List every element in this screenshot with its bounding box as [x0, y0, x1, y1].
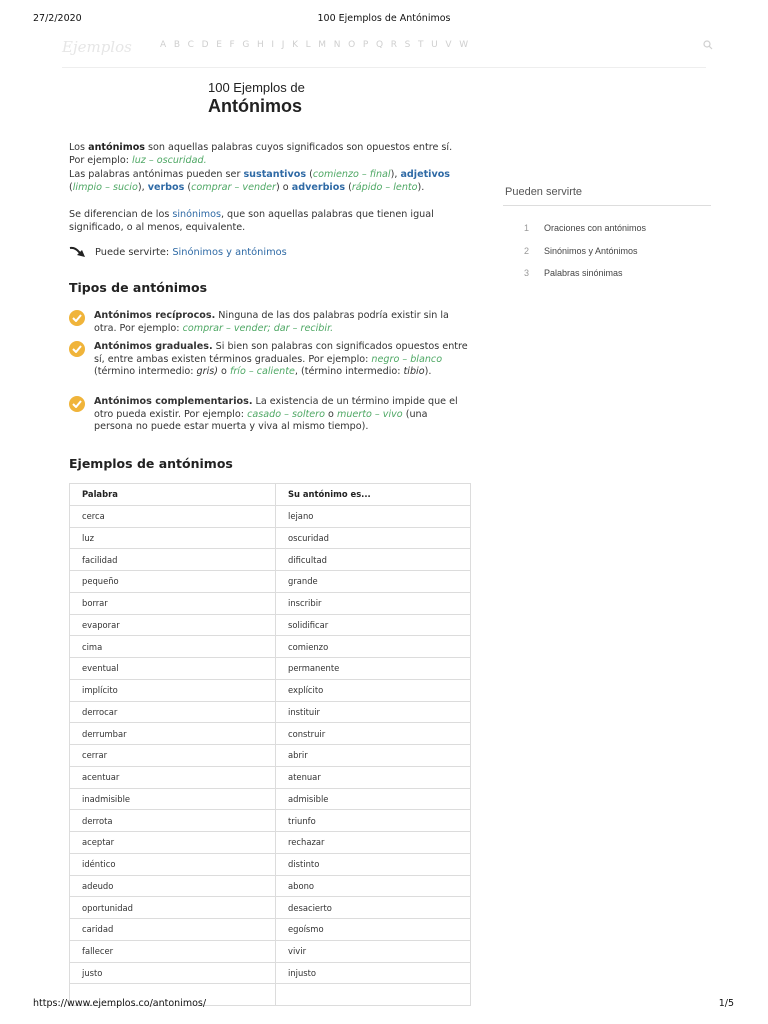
table-row: [70, 549, 471, 571]
table-row: [70, 940, 471, 962]
antonym-cell: explícito: [276, 679, 471, 701]
column-header: Palabra: [70, 484, 276, 506]
site-logo[interactable]: Ejemplos: [62, 38, 132, 56]
link-adjetivos[interactable]: adjetivos: [400, 168, 451, 180]
antonym-cell: solidificar: [276, 614, 471, 636]
word-cell: borrar: [70, 592, 276, 614]
table-row: [70, 614, 471, 636]
antonym-cell: [276, 984, 471, 1006]
header-divider: [62, 67, 706, 68]
tipo-desc: (término intermedio:: [94, 366, 197, 378]
table-row: [70, 875, 471, 897]
link-adverbios[interactable]: adverbios: [291, 181, 346, 193]
word-cell: adeudo: [70, 875, 276, 897]
word-cell: derrota: [70, 810, 276, 832]
example-text: muerto – vivo: [336, 408, 403, 420]
antonym-cell: grande: [276, 571, 471, 593]
table-row: [70, 658, 471, 680]
table-row: [70, 636, 471, 658]
word-cell: cerrar: [70, 745, 276, 767]
sidebar-item-oraciones[interactable]: [524, 223, 646, 233]
antonym-cell: injusto: [276, 962, 471, 984]
antonym-cell: abono: [276, 875, 471, 897]
table-row: [70, 766, 471, 788]
antonym-cell: desacierto: [276, 897, 471, 919]
antonym-cell: egoísmo: [276, 919, 471, 941]
antonym-cell: lejano: [276, 505, 471, 527]
word-cell: eventual: [70, 658, 276, 680]
tipo-name: Antónimos graduales.: [94, 341, 213, 352]
example-text: casado – soltero: [247, 408, 325, 420]
table-row: [70, 897, 471, 919]
antonym-cell: rechazar: [276, 832, 471, 854]
sidebar-divider: [503, 205, 711, 206]
link-sinonimos[interactable]: sinónimos: [172, 209, 221, 220]
sidebar-item-number: 2: [524, 246, 530, 256]
example-text: comienzo – final: [312, 168, 391, 180]
print-page-number: 1/5: [718, 998, 734, 1009]
word-cell: aceptar: [70, 832, 276, 854]
word-cell: facilidad: [70, 549, 276, 571]
antonym-cell: dificultad: [276, 549, 471, 571]
table-row: [70, 723, 471, 745]
example-text: frío – caliente: [229, 366, 295, 378]
example-text: negro – blanco: [371, 353, 443, 365]
antonym-cell: permanente: [276, 658, 471, 680]
diff-paragraph: [69, 208, 469, 235]
tipo-item: [69, 310, 469, 335]
antonym-cell: abrir: [276, 745, 471, 767]
table-row: [70, 919, 471, 941]
antonym-cell: construir: [276, 723, 471, 745]
tipo-desc: o: [218, 366, 230, 378]
print-date: 27/2/2020: [33, 13, 82, 24]
print-url: https://www.ejemplos.co/antonimos/: [33, 998, 207, 1009]
sidebar-item-sinonimos-antonimos[interactable]: [524, 246, 638, 256]
see-also: [69, 245, 287, 259]
tipo-desc: La existencia de un término impide que el otro pueda existir. Por ejemplo:: [94, 396, 458, 420]
word-cell: derrocar: [70, 701, 276, 723]
word-cell: caridad: [70, 919, 276, 941]
example-text: luz – oscuridad.: [132, 155, 207, 167]
table-row: [70, 571, 471, 593]
sidebar-item-label[interactable]: Palabras sinónimas: [544, 268, 623, 278]
tipo-name: Antónimos complementarios.: [94, 396, 253, 407]
table-row: [70, 701, 471, 723]
word-cell: implícito: [70, 679, 276, 701]
section-heading-ejemplos: Ejemplos de antónimos: [69, 456, 233, 471]
word-cell: inadmisible: [70, 788, 276, 810]
table-header-row: [70, 484, 471, 506]
antonyms-table: [69, 483, 471, 1006]
tipo-desc: , (término intermedio:: [294, 366, 404, 378]
tipo-desc: ).: [424, 366, 432, 378]
antonym-cell: inscribir: [276, 592, 471, 614]
word-cell: acentuar: [70, 766, 276, 788]
word-cell: justo: [70, 962, 276, 984]
antonym-cell: distinto: [276, 853, 471, 875]
word-cell: cima: [70, 636, 276, 658]
table-row: [70, 592, 471, 614]
tipo-desc: Si bien son palabras con significados opuestos entre sí, entre ambas existen términos graduales. Por ejemplo:: [94, 341, 468, 365]
word-cell: idéntico: [70, 853, 276, 875]
check-icon: [69, 341, 85, 357]
intro-text: Por ejemplo:: [69, 155, 133, 167]
sidebar-item-label[interactable]: Sinónimos y Antónimos: [544, 246, 638, 256]
table-row: [70, 505, 471, 527]
link-sustantivos[interactable]: sustantivos: [243, 168, 307, 180]
table-row: [70, 788, 471, 810]
sidebar-item-label[interactable]: Oraciones con antónimos: [544, 223, 647, 233]
tipo-desc: o: [324, 408, 337, 420]
tipo-desc: tibio: [403, 366, 425, 378]
intro-text: Los: [69, 142, 89, 153]
word-cell: cerca: [70, 505, 276, 527]
sidebar-item-number: 1: [524, 223, 530, 233]
tipo-desc: gris): [196, 366, 218, 378]
check-icon: [69, 310, 85, 326]
antonym-cell: comienzo: [276, 636, 471, 658]
word-cell: evaporar: [70, 614, 276, 636]
intro-text: o: [279, 181, 292, 193]
see-also-link[interactable]: Sinónimos y antónimos: [172, 246, 287, 258]
word-cell: pequeño: [70, 571, 276, 593]
tipo-desc: (una persona no puede estar muerta y viva al mismo tiempo).: [94, 408, 428, 433]
page-title: Antónimos: [208, 96, 302, 116]
table-row: [70, 679, 471, 701]
antonym-cell: vivir: [276, 940, 471, 962]
table-row: [70, 962, 471, 984]
sidebar-item-sinonimas[interactable]: [524, 268, 623, 278]
tipo-item: [69, 341, 469, 379]
example-text: limpio – sucio: [72, 181, 138, 193]
diff-text: , que son aquellas palabras que tienen igual significado, o al menos, equivalente.: [69, 209, 434, 234]
intro-bold: antónimos: [88, 142, 145, 153]
see-also-label: Puede servirte:: [95, 246, 170, 258]
example-text: comprar – vender; dar – recibir.: [182, 322, 334, 334]
word-cell: fallecer: [70, 940, 276, 962]
antonym-cell: admisible: [276, 788, 471, 810]
tipo-desc: Ninguna de las dos palabras podría existir sin la otra. Por ejemplo:: [94, 310, 449, 334]
table-row: [70, 832, 471, 854]
search-icon[interactable]: [703, 40, 713, 53]
intro-paragraph: Los antónimos son aquellas palabras cuyos significados son opuestos entre sí. Por ejemplo: luz – oscuridad. Las palabras antónimas pueden ser sustantivos (comienzo – final), adjetivos (limpio – sucio), verbos (comprar – vender) o adverbios (rápido – lento).: [69, 142, 453, 193]
antonym-cell: atenuar: [276, 766, 471, 788]
column-header: Su antónimo es...: [276, 484, 471, 506]
example-text: rápido – lento: [351, 181, 418, 193]
tipo-name: Antónimos recíprocos.: [94, 310, 216, 321]
intro-text: son aquellas palabras cuyos significados son opuestos entre sí.: [145, 142, 453, 153]
sidebar-item-number: 3: [524, 268, 530, 278]
section-heading-tipos: Tipos de antónimos: [69, 280, 208, 295]
sidebar-heading: Pueden servirte: [505, 186, 583, 198]
print-title: 100 Ejemplos de Antónimos: [317, 13, 451, 24]
arrow-icon: [69, 245, 89, 259]
diff-text: Se diferencian de los: [69, 209, 173, 220]
page-title-prefix: 100 Ejemplos de: [208, 80, 305, 95]
intro-text: Las palabras antónimas pueden ser: [69, 168, 244, 180]
word-cell: luz: [70, 527, 276, 549]
antonym-cell: instituir: [276, 701, 471, 723]
example-text: comprar – vender: [191, 181, 276, 193]
alphabet-nav[interactable]: A B C D E F G H I J K L M N O P Q R S T U V W: [160, 40, 471, 50]
tipo-item: [69, 396, 469, 434]
table-row: [70, 853, 471, 875]
word-cell: derrumbar: [70, 723, 276, 745]
table-row: [70, 527, 471, 549]
antonym-cell: triunfo: [276, 810, 471, 832]
check-icon: [69, 396, 85, 412]
link-verbos[interactable]: verbos: [147, 181, 185, 193]
table-row: [70, 810, 471, 832]
antonym-cell: oscuridad: [276, 527, 471, 549]
table-row: [70, 745, 471, 767]
word-cell: oportunidad: [70, 897, 276, 919]
